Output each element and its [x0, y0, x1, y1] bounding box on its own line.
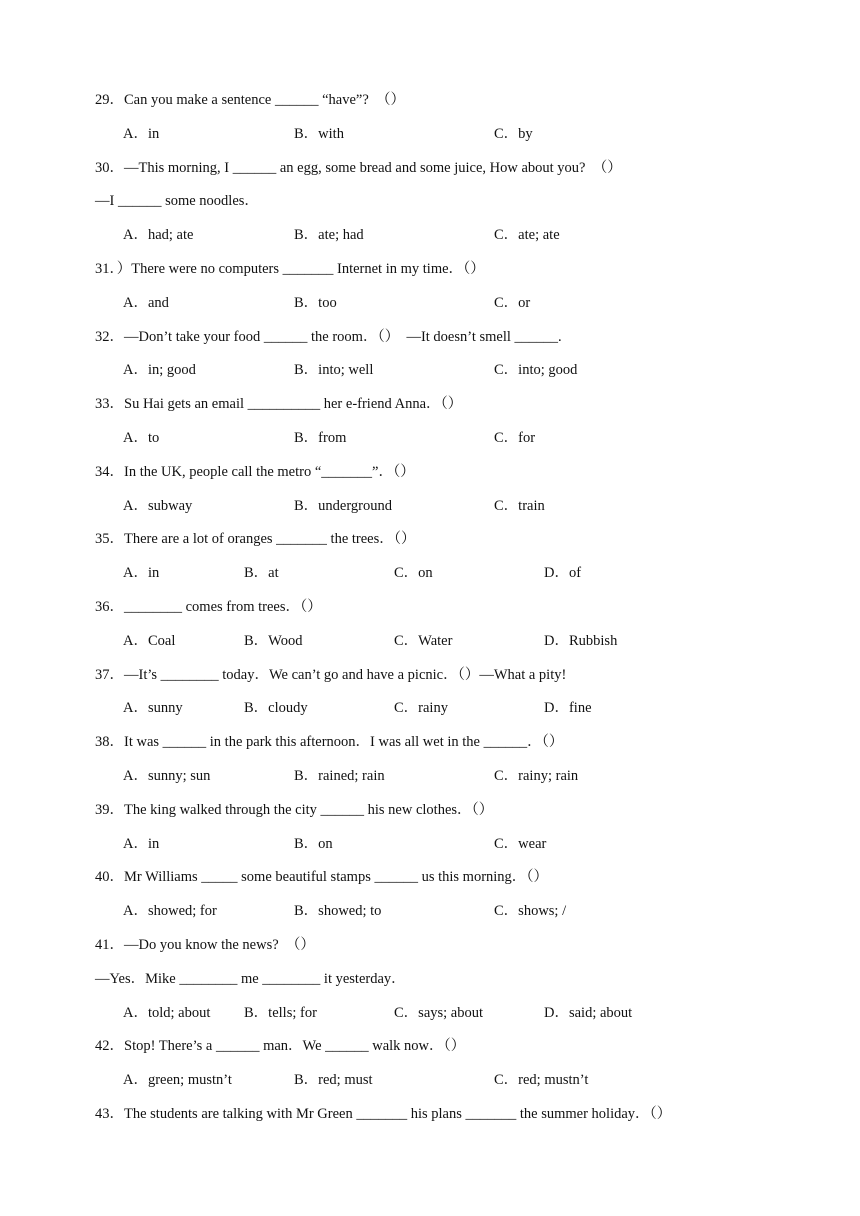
answer-option[interactable]: C．Water: [394, 632, 453, 649]
answer-option[interactable]: B．on: [294, 835, 333, 852]
question-stem: 41．—Do you know the news? （）: [95, 937, 315, 953]
answer-option[interactable]: D．of: [544, 565, 582, 582]
answer-option[interactable]: C．on: [394, 565, 433, 582]
answer-option[interactable]: B．showed; to: [294, 903, 382, 920]
answer-options: [123, 294, 823, 312]
answer-option[interactable]: B．red; must: [294, 1072, 373, 1089]
answer-options: [123, 125, 823, 143]
answer-option[interactable]: D．Rubbish: [544, 632, 618, 649]
answer-options: [123, 632, 823, 650]
answer-option[interactable]: B．into; well: [294, 362, 374, 379]
question-stem: 42．Stop! There’s a ______ man．We ______ walk now．（）: [95, 1038, 466, 1055]
answer-options: [123, 1004, 823, 1022]
answer-option[interactable]: C．by: [494, 125, 533, 142]
answer-option[interactable]: B．rained; rain: [294, 768, 385, 784]
answer-option[interactable]: C．for: [494, 430, 536, 446]
answer-option[interactable]: A．had; ate: [123, 227, 194, 244]
answer-option[interactable]: B．with: [294, 125, 344, 142]
question-stem: 29．Can you make a sentence ______ “have”? （）: [95, 92, 406, 108]
answer-option[interactable]: D．fine: [544, 700, 592, 717]
answer-option[interactable]: A．green; mustn’t: [123, 1072, 232, 1089]
question-stem: 34．In the UK, people call the metro “_______”．（）: [95, 463, 415, 480]
question-stem: 38．It was ______ in the park this afternoon．I was all wet in the ______．（）: [95, 734, 564, 751]
answer-option[interactable]: A．in: [123, 835, 160, 852]
answer-option[interactable]: B．Wood: [244, 632, 303, 649]
answer-option[interactable]: B．ate; had: [294, 227, 364, 244]
answer-option[interactable]: C．train: [494, 497, 545, 514]
answer-options: [123, 767, 823, 785]
question-stem: 35．There are a lot of oranges _______ the trees．（）: [95, 531, 416, 548]
answer-options: [123, 226, 823, 244]
answer-option[interactable]: A．and: [123, 294, 169, 311]
answer-option[interactable]: A．in: [123, 565, 160, 582]
answer-option[interactable]: A．in: [123, 125, 160, 142]
question-stem: 33．Su Hai gets an email __________ her e-friend Anna．（）: [95, 396, 463, 413]
answer-option[interactable]: C．ate; ate: [494, 227, 560, 244]
answer-option[interactable]: A．subway: [123, 497, 193, 514]
answer-options: [123, 497, 823, 515]
answer-options: [123, 429, 823, 447]
answer-option[interactable]: B．cloudy: [244, 700, 308, 717]
answer-option[interactable]: C．wear: [494, 835, 547, 852]
question-stem: 36．________ comes from trees．（）: [95, 599, 322, 615]
answer-option[interactable]: B．from: [294, 430, 347, 446]
answer-option[interactable]: A．sunny; sun: [123, 768, 211, 784]
answer-option[interactable]: A．Coal: [123, 632, 176, 649]
answer-option[interactable]: C．red; mustn’t: [494, 1072, 589, 1089]
answer-options: [123, 564, 823, 582]
answer-option[interactable]: A．to: [123, 430, 160, 446]
answer-option[interactable]: C．rainy: [394, 700, 448, 717]
answer-option[interactable]: C．says; about: [394, 1004, 484, 1021]
question-response-line: —I ______ some noodles．: [95, 193, 259, 210]
answer-option[interactable]: B．underground: [294, 497, 393, 514]
question-stem: 31．）There were no computers _______ Internet in my time．（）: [95, 261, 485, 277]
answer-option[interactable]: C．rainy; rain: [494, 768, 579, 784]
question-stem: 37．—It’s ________ today．We can’t go and have a picnic．（）—What a pity!: [95, 666, 567, 683]
question-stem: 43．The students are talking with Mr Green _______ his plans _______ the summer holiday．（）: [95, 1106, 672, 1122]
answer-option[interactable]: C．into; good: [494, 362, 578, 379]
answer-option[interactable]: D．said; about: [544, 1004, 633, 1021]
answer-option[interactable]: B．tells; for: [244, 1004, 317, 1021]
answer-options: [123, 902, 823, 920]
answer-option[interactable]: C．shows; /: [494, 903, 567, 920]
question-stem: 32．—Don’t take your food ______ the room．（） —It doesn’t smell ______.: [95, 328, 562, 345]
answer-option[interactable]: B．too: [294, 294, 337, 311]
answer-options: [123, 699, 823, 717]
question-stem: 39．The king walked through the city ______ his new clothes．（）: [95, 801, 494, 818]
question-stem: 40．Mr Williams _____ some beautiful stamps ______ us this morning．（）: [95, 869, 549, 886]
answer-options: [123, 1071, 823, 1089]
question-response-line: —Yes．Mike ________ me ________ it yesterday．: [95, 970, 406, 987]
answer-option[interactable]: C．or: [494, 294, 531, 311]
answer-option[interactable]: A．showed; for: [123, 903, 217, 920]
answer-option[interactable]: A．sunny: [123, 700, 183, 717]
answer-option[interactable]: B．at: [244, 565, 279, 582]
answer-options: [123, 361, 823, 379]
answer-options: [123, 835, 823, 853]
question-stem: 30．—This morning, I ______ an egg, some bread and some juice, How about you? （）: [95, 159, 622, 176]
answer-option[interactable]: A．told; about: [123, 1004, 211, 1021]
answer-option[interactable]: A．in; good: [123, 362, 196, 379]
